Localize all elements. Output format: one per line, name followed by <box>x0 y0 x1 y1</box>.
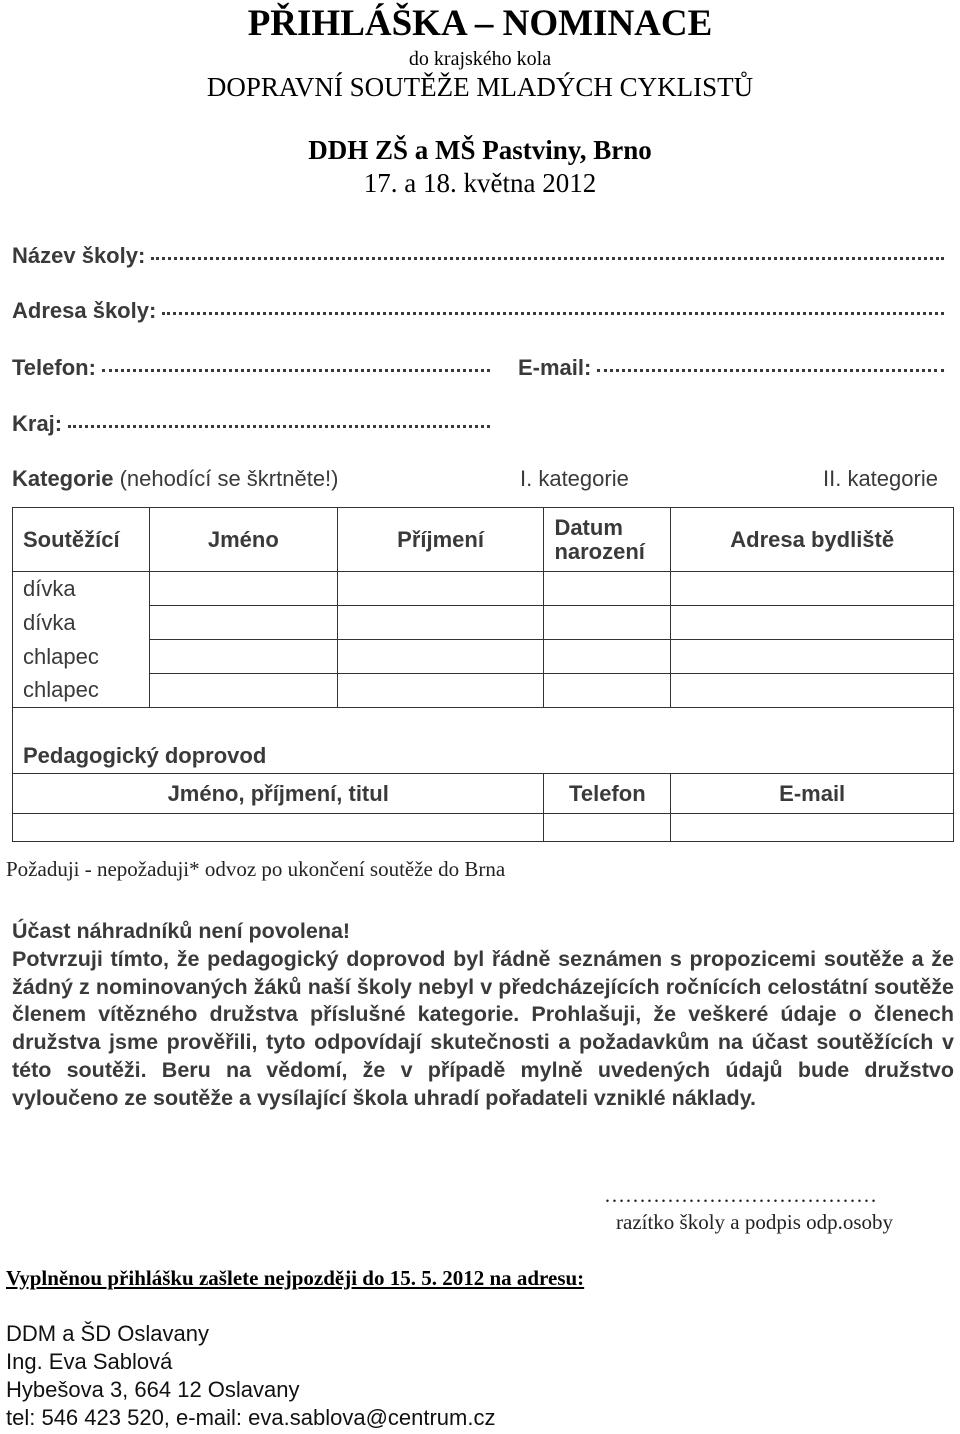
escort-title-row <box>13 708 954 774</box>
category-second-option[interactable]: II. kategorie <box>823 466 938 491</box>
declaration-no-substitutes: Účast náhradníků není povolena! <box>12 919 351 943</box>
cell-input[interactable] <box>149 572 337 606</box>
cell-input[interactable] <box>13 814 544 842</box>
row-label-boy-2: chlapec <box>13 674 150 708</box>
declaration-text: Potvrzuji tímto, že pedagogický doprovod byl řádně seznámen s propozicemi soutěže a že žádný z nominovaných žáků naší školy nebyl v předcházejících ročnících celostátní soutěže členem vítězného družstva příslušné kategorie. Prohlašuji, že veškeré údaje o členech družstva jsme prověřili, tyto odpovídají skutečnosti a požadavkům na účast soutěžících v této soutěži. Beru na vědomí, že v případě mylně uvedených údajů bude družstvo vyloučeno ze soutěže a vysílající škola uhradí pořadateli vzniklé náklady. <box>12 946 954 1110</box>
header-escort-name: Jméno, příjmení, titul <box>13 774 544 814</box>
event-date: 17. a 18. května 2012 <box>363 168 597 198</box>
table-row <box>13 572 954 606</box>
phone-blank[interactable] <box>102 369 490 372</box>
category-label-note: (nehodící se škrtněte!) <box>119 466 339 491</box>
cell-input[interactable] <box>671 674 954 708</box>
cell-input[interactable] <box>671 606 954 640</box>
table-row <box>13 606 954 640</box>
cell-input[interactable] <box>671 640 954 674</box>
form-subtitle: do krajského kola <box>408 48 552 70</box>
transport-request: Požaduji - nepožaduji* odvoz po ukončení soutěže do Brna <box>6 857 506 881</box>
header-surname: Příjmení <box>337 508 544 572</box>
phone-field[interactable] <box>12 355 490 381</box>
school-address-label: Adresa školy: <box>12 298 157 323</box>
table-row <box>13 814 954 842</box>
send-instructions: Vyplněnou přihlášku zašlete nejpozději do 15. 5. 2012 na adresu: <box>6 1266 585 1290</box>
cell-input[interactable] <box>671 814 954 842</box>
category-label-bold: Kategorie <box>12 466 114 491</box>
school-name-field[interactable] <box>12 243 944 269</box>
row-label-girl-1: dívka <box>13 572 150 606</box>
cell-input[interactable] <box>544 606 671 640</box>
escort-title: Pedagogický doprovod <box>13 708 954 774</box>
header-competitor: Soutěžící <box>13 508 150 572</box>
cell-input[interactable] <box>337 572 544 606</box>
header-escort-phone: Telefon <box>544 774 671 814</box>
region-blank[interactable] <box>68 425 490 428</box>
table-row <box>13 674 954 708</box>
cell-input[interactable] <box>149 674 337 708</box>
table-row <box>13 640 954 674</box>
category-label <box>12 466 339 492</box>
cell-input[interactable] <box>544 674 671 708</box>
header-escort-email: E-mail <box>671 774 954 814</box>
address-line-org: DDM a ŠD Oslavany <box>6 1321 209 1346</box>
school-address-field[interactable] <box>12 298 944 324</box>
address-line-street: Hybešova 3, 664 12 Oslavany <box>6 1377 300 1402</box>
form-title: PŘIHLÁŠKA – NOMINACE <box>247 3 713 44</box>
address-line-person: Ing. Eva Sablová <box>6 1349 173 1374</box>
cell-input[interactable] <box>337 640 544 674</box>
school-address-blank[interactable] <box>162 312 944 315</box>
competitors-header-row <box>13 508 954 572</box>
cell-input[interactable] <box>544 814 671 842</box>
escort-table <box>12 707 954 842</box>
email-field[interactable] <box>518 355 944 381</box>
cell-input[interactable] <box>544 572 671 606</box>
cell-input[interactable] <box>671 572 954 606</box>
header-birth-date: Datum narození <box>544 508 671 572</box>
phone-label: Telefon: <box>12 355 96 380</box>
header-first-name: Jméno <box>149 508 337 572</box>
declaration <box>12 918 954 1113</box>
school-name-label: Název školy: <box>12 243 146 268</box>
row-label-girl-2: dívka <box>13 606 150 640</box>
event-place: DDH ZŠ a MŠ Pastviny, Brno <box>308 135 652 165</box>
cell-input[interactable] <box>337 606 544 640</box>
contest-name: DOPRAVNÍ SOUTĚŽE MLADÝCH CYKLISTŮ <box>206 72 754 102</box>
cell-input[interactable] <box>544 640 671 674</box>
cell-input[interactable] <box>337 674 544 708</box>
email-label: E-mail: <box>518 355 592 380</box>
signature-label: razítko školy a podpis odp.osoby <box>616 1210 894 1234</box>
cell-input[interactable] <box>149 606 337 640</box>
address-line-contact: tel: 546 423 520, e-mail: eva.sablova@centrum.cz <box>6 1405 496 1430</box>
escort-header-row <box>13 774 954 814</box>
category-first-option[interactable]: I. kategorie <box>520 466 629 491</box>
school-name-blank[interactable] <box>151 257 944 260</box>
competitors-table <box>12 507 954 708</box>
email-blank[interactable] <box>597 369 944 372</box>
cell-input[interactable] <box>149 640 337 674</box>
signature-line[interactable]: ………………………………… <box>604 1183 877 1207</box>
header-address: Adresa bydliště <box>671 508 954 572</box>
region-field[interactable] <box>12 411 490 437</box>
region-label: Kraj: <box>12 411 63 436</box>
row-label-boy-1: chlapec <box>13 640 150 674</box>
